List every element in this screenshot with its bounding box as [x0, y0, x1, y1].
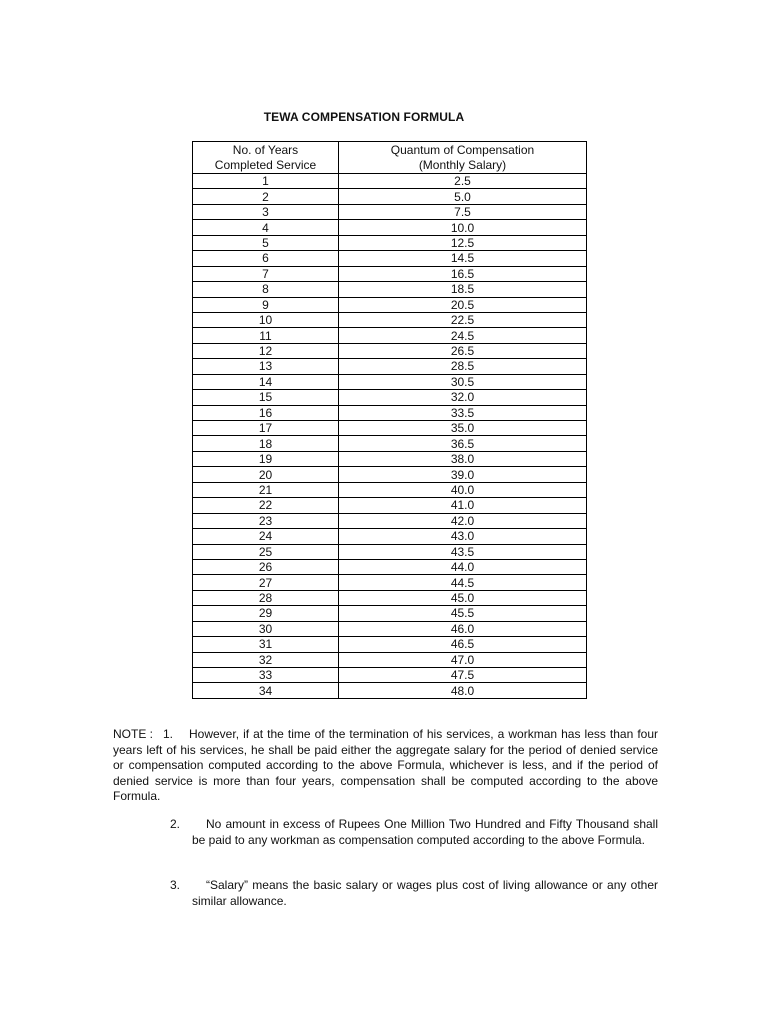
table-header-row: [193, 142, 587, 174]
years-cell: 30: [193, 621, 339, 636]
header-years-completed: [193, 142, 339, 174]
years-cell: 33: [193, 668, 339, 683]
table-row: [193, 668, 587, 683]
table-row: [193, 451, 587, 466]
compensation-cell: 40.0: [339, 482, 587, 497]
years-cell: 28: [193, 590, 339, 605]
table-row: [193, 174, 587, 189]
compensation-cell: 12.5: [339, 235, 587, 250]
compensation-cell: 43.0: [339, 529, 587, 544]
table-row: [193, 189, 587, 204]
table-row: [193, 498, 587, 513]
compensation-cell: 35.0: [339, 421, 587, 436]
years-cell: 16: [193, 405, 339, 420]
years-cell: 7: [193, 266, 339, 281]
note-1: [113, 727, 658, 805]
years-cell: 13: [193, 359, 339, 374]
years-cell: 26: [193, 559, 339, 574]
compensation-cell: 22.5: [339, 312, 587, 327]
compensation-cell: 2.5: [339, 174, 587, 189]
compensation-cell: 39.0: [339, 467, 587, 482]
note-3-number: 3.: [170, 878, 181, 892]
compensation-cell: 20.5: [339, 297, 587, 312]
years-cell: 22: [193, 498, 339, 513]
table-body: [193, 174, 587, 699]
note-1-text: However, if at the time of the termination of his services, a workman has less than four years left of his services, he shall be paid either the aggregate salary for the period of denied service or compensation computed according to the above Formula, whichever is less, and if the period of denied service is more than four years, compensation shall be computed according to the above Formula.: [113, 727, 658, 803]
years-cell: 27: [193, 575, 339, 590]
table-row: [193, 559, 587, 574]
years-cell: 12: [193, 343, 339, 358]
table-row: [193, 374, 587, 389]
table-row: [193, 297, 587, 312]
compensation-cell: 44.5: [339, 575, 587, 590]
compensation-cell: 32.0: [339, 390, 587, 405]
compensation-cell: 44.0: [339, 559, 587, 574]
compensation-cell: 38.0: [339, 451, 587, 466]
table-row: [193, 683, 587, 698]
compensation-cell: 36.5: [339, 436, 587, 451]
years-cell: 15: [193, 390, 339, 405]
years-cell: 20: [193, 467, 339, 482]
table-row: [193, 467, 587, 482]
years-cell: 23: [193, 513, 339, 528]
table-row: [193, 513, 587, 528]
table-row: [193, 590, 587, 605]
compensation-cell: 16.5: [339, 266, 587, 281]
note-2-number: 2.: [170, 817, 181, 831]
table-row: [193, 621, 587, 636]
compensation-cell: 28.5: [339, 359, 587, 374]
compensation-cell: 18.5: [339, 282, 587, 297]
compensation-cell: 45.0: [339, 590, 587, 605]
table-row: [193, 482, 587, 497]
table-row: [193, 282, 587, 297]
years-cell: 5: [193, 235, 339, 250]
years-cell: 6: [193, 251, 339, 266]
compensation-cell: 14.5: [339, 251, 587, 266]
header-compensation-line1: Quantum of Compensation: [390, 142, 535, 157]
table-row: [193, 637, 587, 652]
years-cell: 29: [193, 606, 339, 621]
years-cell: 34: [193, 683, 339, 698]
note-3: [170, 878, 658, 909]
compensation-cell: 45.5: [339, 606, 587, 621]
compensation-table-container: [192, 141, 587, 699]
years-cell: 24: [193, 529, 339, 544]
table-row: [193, 544, 587, 559]
compensation-cell: 5.0: [339, 189, 587, 204]
note-label: NOTE :: [113, 727, 154, 741]
compensation-cell: 47.0: [339, 652, 587, 667]
compensation-table: [192, 141, 587, 699]
years-cell: 4: [193, 220, 339, 235]
table-row: [193, 220, 587, 235]
compensation-cell: 10.0: [339, 220, 587, 235]
table-row: [193, 312, 587, 327]
document-title: TEWA COMPENSATION FORMULA: [263, 110, 465, 124]
years-cell: 25: [193, 544, 339, 559]
table-row: [193, 436, 587, 451]
compensation-cell: 48.0: [339, 683, 587, 698]
table-row: [193, 405, 587, 420]
header-years-line2: Completed Service: [214, 157, 317, 172]
compensation-cell: 41.0: [339, 498, 587, 513]
years-cell: 21: [193, 482, 339, 497]
years-cell: 10: [193, 312, 339, 327]
table-row: [193, 266, 587, 281]
years-cell: 31: [193, 637, 339, 652]
compensation-cell: 47.5: [339, 668, 587, 683]
table-row: [193, 204, 587, 219]
years-cell: 9: [193, 297, 339, 312]
compensation-cell: 33.5: [339, 405, 587, 420]
compensation-cell: 30.5: [339, 374, 587, 389]
table-row: [193, 421, 587, 436]
table-row: [193, 343, 587, 358]
compensation-cell: 26.5: [339, 343, 587, 358]
years-cell: 32: [193, 652, 339, 667]
table-row: [193, 606, 587, 621]
header-compensation: [339, 142, 587, 174]
compensation-cell: 43.5: [339, 544, 587, 559]
years-cell: 11: [193, 328, 339, 343]
table-row: [193, 251, 587, 266]
compensation-cell: 46.0: [339, 621, 587, 636]
years-cell: 2: [193, 189, 339, 204]
years-cell: 14: [193, 374, 339, 389]
note-1-number: 1.: [163, 727, 174, 741]
table-row: [193, 359, 587, 374]
table-row: [193, 652, 587, 667]
table-row: [193, 529, 587, 544]
table-row: [193, 390, 587, 405]
years-cell: 19: [193, 451, 339, 466]
compensation-cell: 42.0: [339, 513, 587, 528]
header-years-line1: No. of Years: [232, 142, 299, 157]
years-cell: 8: [193, 282, 339, 297]
note-2-text: No amount in excess of Rupees One Million Two Hundred and Fifty Thousand shall be paid to any workman as compensation computed according to the above Formula.: [192, 817, 658, 847]
header-compensation-line2: (Monthly Salary): [418, 157, 507, 172]
note-2: [170, 817, 658, 848]
table-row: [193, 575, 587, 590]
years-cell: 3: [193, 204, 339, 219]
compensation-cell: 7.5: [339, 204, 587, 219]
note-3-text: “Salary” means the basic salary or wages plus cost of living allowance or any other similar allowance.: [192, 878, 658, 908]
table-row: [193, 328, 587, 343]
compensation-cell: 24.5: [339, 328, 587, 343]
years-cell: 17: [193, 421, 339, 436]
compensation-cell: 46.5: [339, 637, 587, 652]
table-row: [193, 235, 587, 250]
years-cell: 18: [193, 436, 339, 451]
years-cell: 1: [193, 174, 339, 189]
